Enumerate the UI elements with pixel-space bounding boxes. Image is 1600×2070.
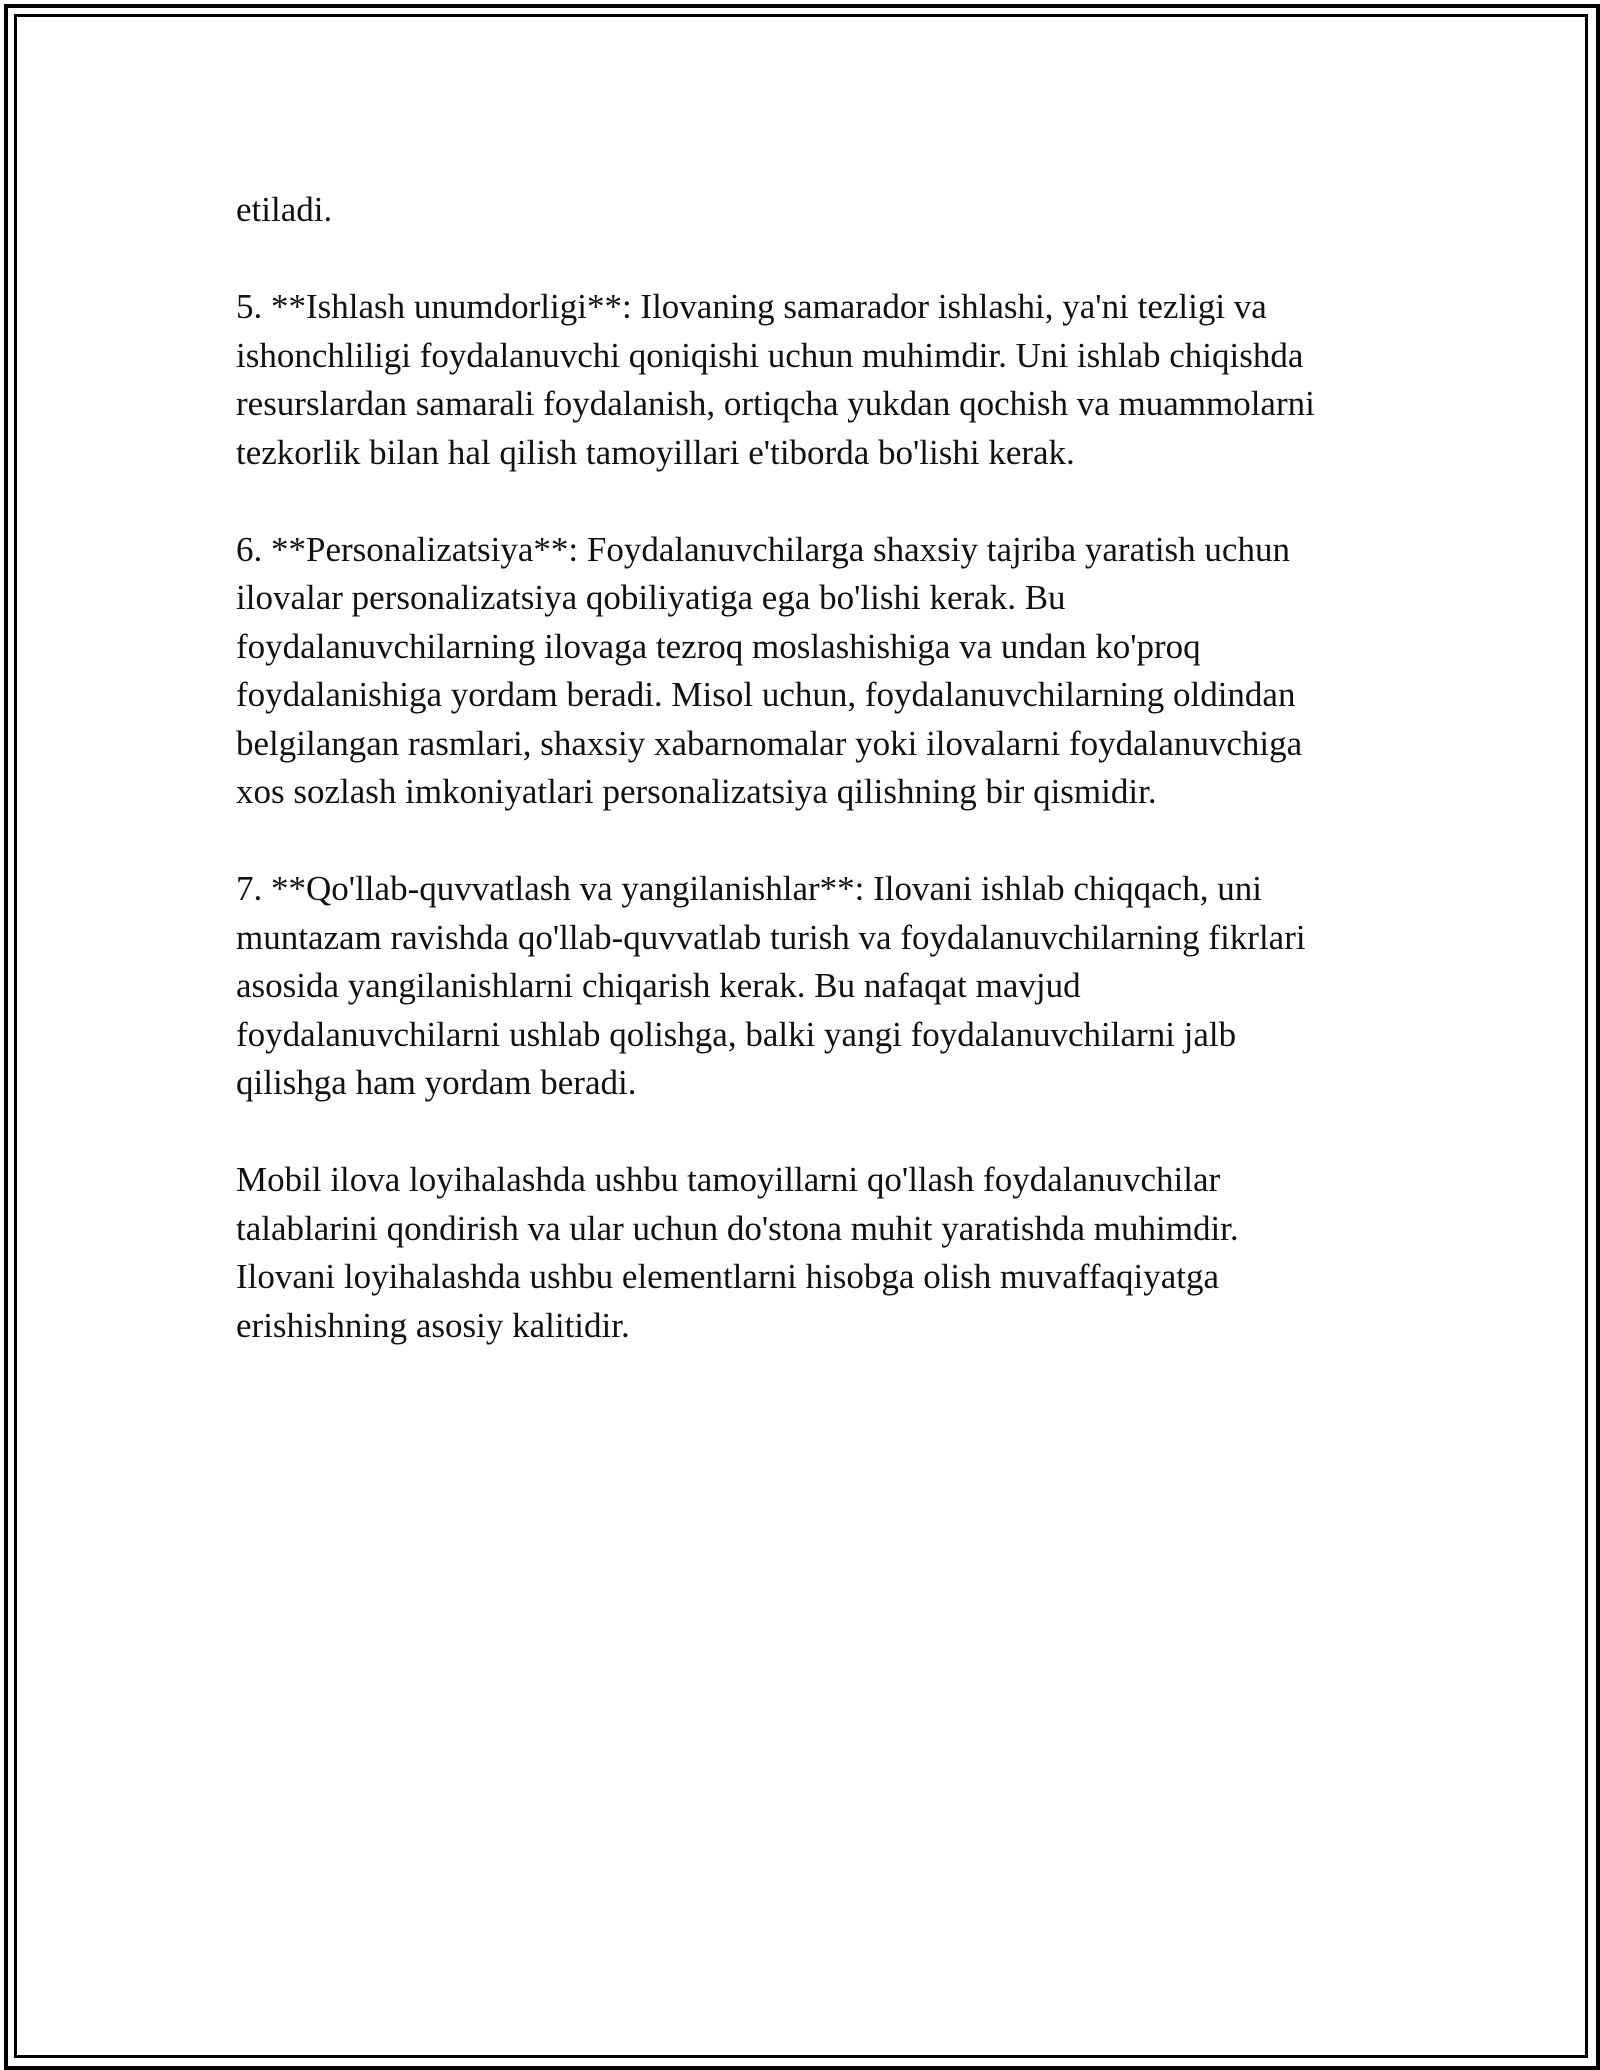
paragraph-conclusion: Mobil ilova loyihalashda ushbu tamoyillarni qo'llash foydalanuvchilar talablarini qondirish va ular uchun do'stona muhit yaratishda muhimdir. Ilovani loyihalashda ushbu elementlarni hisobga olish muvaffaqiyatga erishishning asosiy kalitidir. [236,1160,1239,1345]
document-body [236,186,1406,1399]
paragraph-item-5: 5. **Ishlash unumdorligi**: Ilovaning samarador ishlashi, ya'ni tezligi va ishonchliligi foydalanuvchi qoniqishi uchun muhimdir. Uni ishlab chiqishda resurslardan samarali foydalanish, ortiqcha yukdan qochish va muammolarni tezkorlik bilan hal qilish tamoyillari e'tiborda bo'lishi kerak. [236,287,1315,472]
paragraph-continuation: etiladi. [236,190,333,229]
paragraph-item-6: 6. **Personalizatsiya**: Foydalanuvchilarga shaxsiy tajriba yaratish uchun ilovalar personalizatsiya qobiliyatiga ega bo'lishi kerak. Bu foydalanuvchilarning ilovaga tezroq moslashishiga va undan ko'proq foydalanishiga yordam beradi. Misol uchun, foydalanuvchilarning oldindan belgilangan rasmlari, shaxsiy xabarnomalar yoki ilovalarni foydalanuvchiga xos sozlash imkoniyatlari personalizatsiya qilishning bir qismidir. [236,529,1303,811]
paragraph-item-7: 7. **Qo'llab-quvvatlash va yangilanishlar**: Ilovani ishlab chiqqach, uni muntazam ravishda qo'llab-quvvatlab turish va foydalanuvchilarning fikrlari asosida yangilanishlarni chiqarish kerak. Bu nafaqat mavjud foydalanuvchilarni ushlab qolishga, balki yangi foydalanuvchilarni jalb qilishga ham yordam beradi. [236,869,1306,1102]
